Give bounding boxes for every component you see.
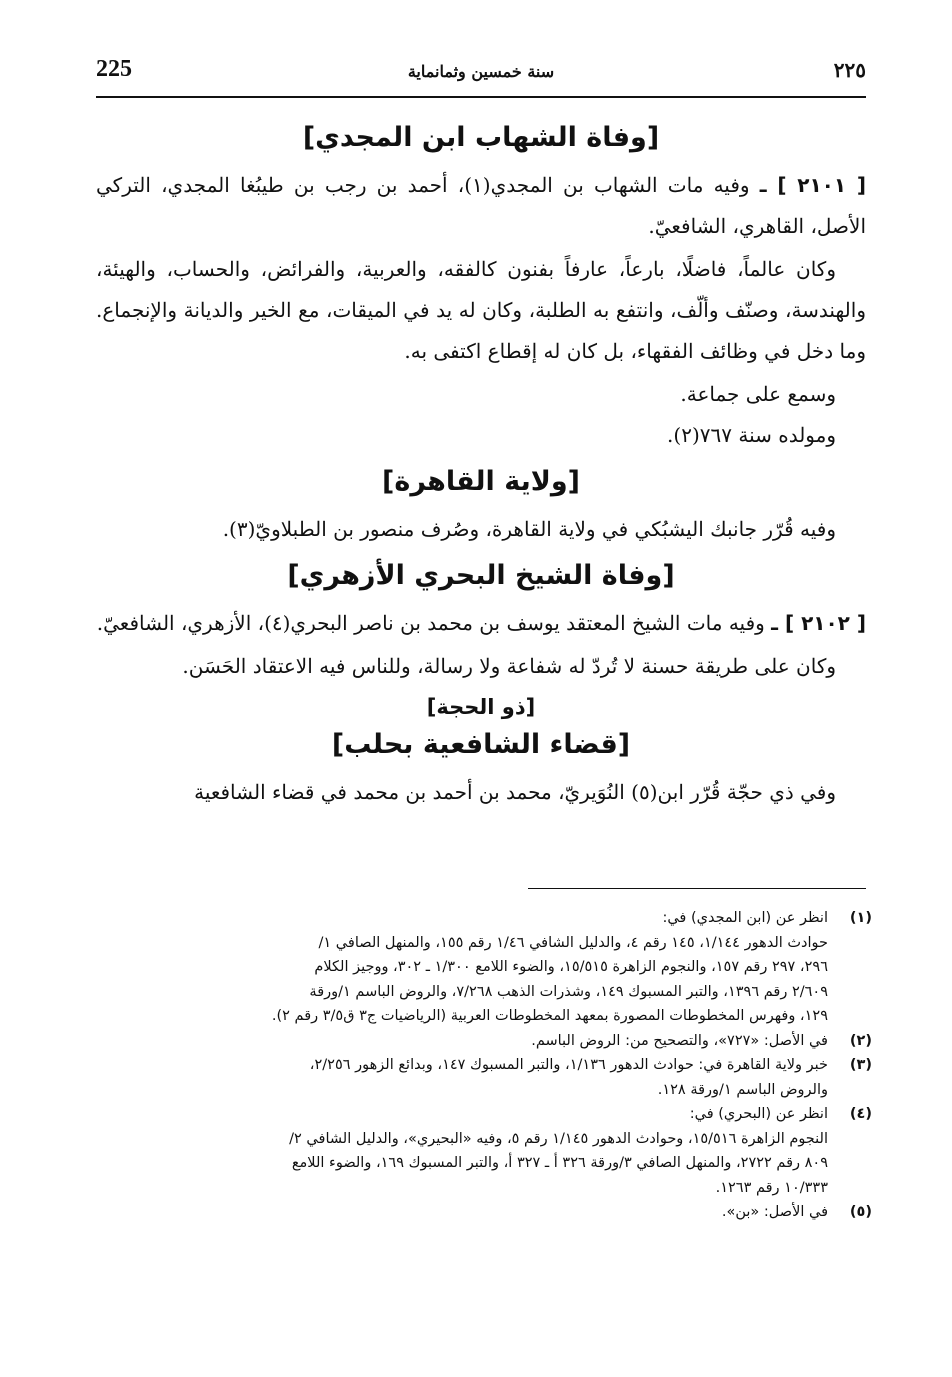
footnote-text: [96, 1029, 828, 1054]
footnote-rule: [528, 888, 866, 889]
entry-2101: [96, 165, 866, 247]
footnote-number: (١): [849, 910, 872, 926]
footnote-number: (٤): [849, 1106, 872, 1122]
section-title-death-majdi: [وفاة الشهاب ابن المجدي]: [302, 122, 660, 153]
footnote-line: ٢/٦٠٩ رقم ١٣٩٦، والتبر المسبوك ١٤٩، وشذرات الذهب ٧/٢٦٨، والروض الباسم ١/ورقة: [309, 983, 828, 1000]
footnote-line: حوادث الدهور ١/١٤٤، ١٤٥ رقم ٤، والدليل الشافي ١/٤٦ رقم ١٥٥، والمنهل الصافي ١/: [318, 934, 828, 951]
entry-text: وفيه مات الشيخ المعتقد يوسف بن محمد بن ناصر البحري(٤)، الأزهري، الشافعيّ.: [96, 611, 765, 635]
paragraph: ومولده سنة ٧٦٧(٢).: [667, 423, 836, 447]
footnote-line: ١٠/٣٣٣ رقم ١٢٦٣.: [715, 1179, 828, 1196]
footnote-line: والروض الباسم ١/ورقة ١٢٨.: [657, 1081, 828, 1098]
footnote: [96, 1102, 872, 1200]
paragraph: وفي ذي حجّة قُرّر ابن(٥) النُوَيريّ، محمد بن أحمد بن محمد في قضاء الشافعية: [194, 780, 836, 804]
footnote: [96, 1053, 872, 1102]
footnote-line: انظر عن (ابن المجدي) في:: [662, 910, 828, 926]
footnote-line: ١٢٩، وفهرس المخطوطات المصورة بمعهد المخطوطات العربية (الرياضيات ج٣ ق٣/٥ رقم ٢).: [271, 1008, 828, 1024]
footnote-line: خبر ولاية القاهرة في: حوادث الدهور ١/١٣٦، والتبر المسبوك ١٤٧، وبدائع الزهور ٢/٢٥٦،: [309, 1057, 828, 1073]
footnote-line: في الأصل: «٧٢٧»، والتصحيح من: الروض الباسم.: [531, 1032, 828, 1049]
running-title: سنة خمسين وثمانماية: [407, 62, 555, 81]
footnote-line: انظر عن (البحري) في:: [689, 1106, 828, 1122]
header-rule: [96, 96, 866, 98]
footnote-line: ٨٠٩ رقم ٢٧٢٢، والمنهل الصافي ٣/ورقة ٣٢٦ أ ـ ٣٢٧ أ، والتبر المسبوك ١٦٩، والضوء اللامع: [291, 1155, 828, 1171]
paragraph: وفيه قُرّر جانبك اليشبُكي في ولاية القاهرة، وصُرف منصور بن الطبلاويّ(٣).: [222, 517, 836, 541]
footnote-number: (٢): [849, 1032, 872, 1049]
entry-number: [ ٢١٠٢ ] ـ: [771, 611, 866, 635]
footnote-number: (٣): [849, 1057, 872, 1073]
footnote-number: (٥): [849, 1204, 872, 1220]
section-title-aleppo: [قضاء الشافعية بحلب]: [331, 729, 631, 760]
entry-number: [ ٢١٠١ ] ـ: [759, 173, 867, 197]
entry-text: وفيه مات الشهاب بن المجدي(١)، أحمد بن رجب بن طيبُغا المجدي، التركي الأصل، القاهري، الشافعيّ.: [96, 173, 866, 238]
main-text: [96, 112, 866, 815]
footnote-text: [96, 906, 828, 1029]
page-number-latin: 225: [96, 56, 132, 82]
section-title-death-bahri: [وفاة الشيخ البحري الأزهري]: [287, 560, 675, 591]
footnote-line: النجوم الزاهرة ١٥/٥١٦، وحوادث الدهور ١/١٤٥ رقم ٥، وفيه «البحيري»، والدليل الشافي ٢/: [289, 1130, 828, 1147]
page-header: [96, 56, 866, 96]
footnote-text: [96, 1200, 828, 1225]
footnote: [96, 906, 872, 1029]
footnote-text: [96, 1102, 828, 1200]
paragraph: وسمع على جماعة.: [680, 382, 836, 406]
entry-2102: [96, 603, 866, 644]
footnotes: [96, 906, 872, 1225]
paragraph: وكان عالماً، فاضلًا، بارعاً، عارفاً بفنون كالفقه، والعربية، والفرائض، والحساب، والهيئة، والهندسة، وصنّف وألّف، وانتفع به الطلبة، وكان له يد في الميقات، مع الخير والديانة والإنجماع. وما دخل في وظائف الفقهاء، بل كان له إقطاع اكتفى به.: [96, 257, 866, 363]
footnote: [96, 1200, 872, 1225]
section-title-dhul-hijja: [ذو الحجة]: [426, 695, 536, 719]
footnote-text: [96, 1053, 828, 1102]
footnote-line: ٢٩٦، ٢٩٧ رقم ١٥٧، والنجوم الزاهرة ١٥/٥١٥، والضوء اللامع ١/٣٠٠ ـ ٣٠٢، ووجيز الكلام: [314, 959, 828, 975]
paragraph: وكان على طريقة حسنة لا تُردّ له شفاعة ولا رسالة، وللناس فيه الاعتقاد الحَسَن.: [182, 654, 836, 678]
footnote-line: في الأصل: «بن».: [721, 1204, 828, 1220]
section-title-cairo: [ولاية القاهرة]: [382, 466, 580, 497]
page-number-arabic: ٢٢٥: [833, 58, 866, 82]
footnote: [96, 1029, 872, 1054]
